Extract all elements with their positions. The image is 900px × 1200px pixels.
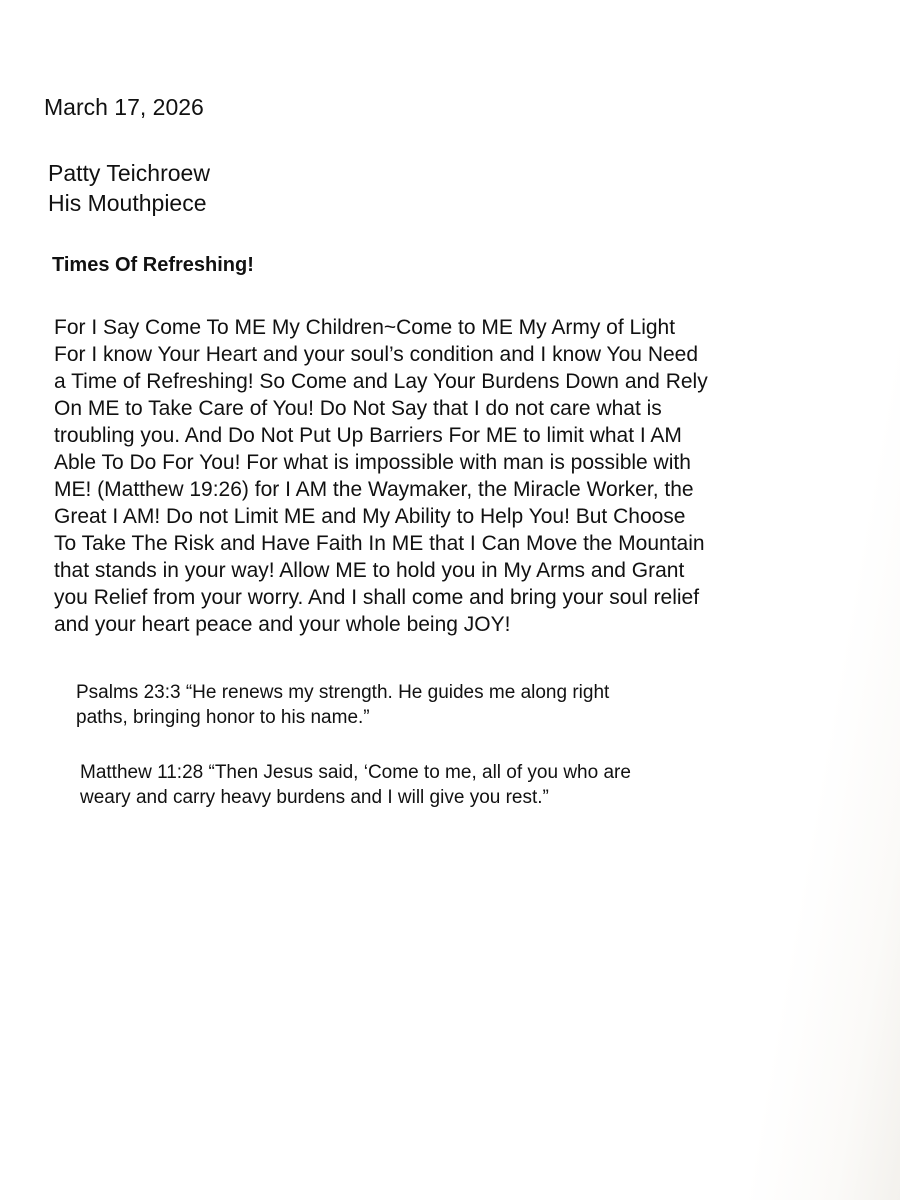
message-line: and your heart peace and your whole being JOY!	[54, 613, 511, 636]
message-body	[54, 314, 874, 638]
message-line: Great I AM! Do not Limit ME and My Ability to Help You! But Choose	[54, 505, 686, 528]
message-line: To Take The Risk and Have Faith In ME that I Can Move the Mountain	[54, 532, 705, 555]
message-title: Times Of Refreshing!	[52, 254, 254, 276]
scripture-psalms	[76, 680, 836, 730]
document-date: March 17, 2026	[44, 94, 204, 120]
scripture-line: Matthew 11:28 “Then Jesus said, ‘Come to me, all of you who are	[80, 762, 631, 783]
scripture-line: Psalms 23:3 “He renews my strength. He guides me along right	[76, 682, 610, 703]
author-block	[48, 158, 210, 218]
message-line: ME! (Matthew 19:26) for I AM the Waymaker, the Miracle Worker, the	[54, 478, 694, 501]
message-line: Able To Do For You! For what is impossible with man is possible with	[54, 451, 691, 474]
message-line: For I know Your Heart and your soul’s condition and I know You Need	[54, 343, 699, 366]
message-line: troubling you. And Do Not Put Up Barriers For ME to limit what I AM	[54, 424, 682, 447]
message-line: For I Say Come To ME My Children~Come to ME My Army of Light	[54, 316, 676, 339]
author-name: Patty Teichroew	[48, 160, 210, 186]
message-line: you Relief from your worry. And I shall come and bring your soul relief	[54, 586, 700, 609]
message-line: On ME to Take Care of You! Do Not Say that I do not care what is	[54, 397, 662, 420]
scripture-line: weary and carry heavy burdens and I will give you rest.”	[80, 787, 549, 808]
message-line: that stands in your way! Allow ME to hold you in My Arms and Grant	[54, 559, 685, 582]
scripture-matthew	[80, 760, 840, 810]
scripture-line: paths, bringing honor to his name.”	[76, 707, 370, 728]
message-line: a Time of Refreshing! So Come and Lay Your Burdens Down and Rely	[54, 370, 708, 393]
author-role: His Mouthpiece	[48, 190, 207, 216]
